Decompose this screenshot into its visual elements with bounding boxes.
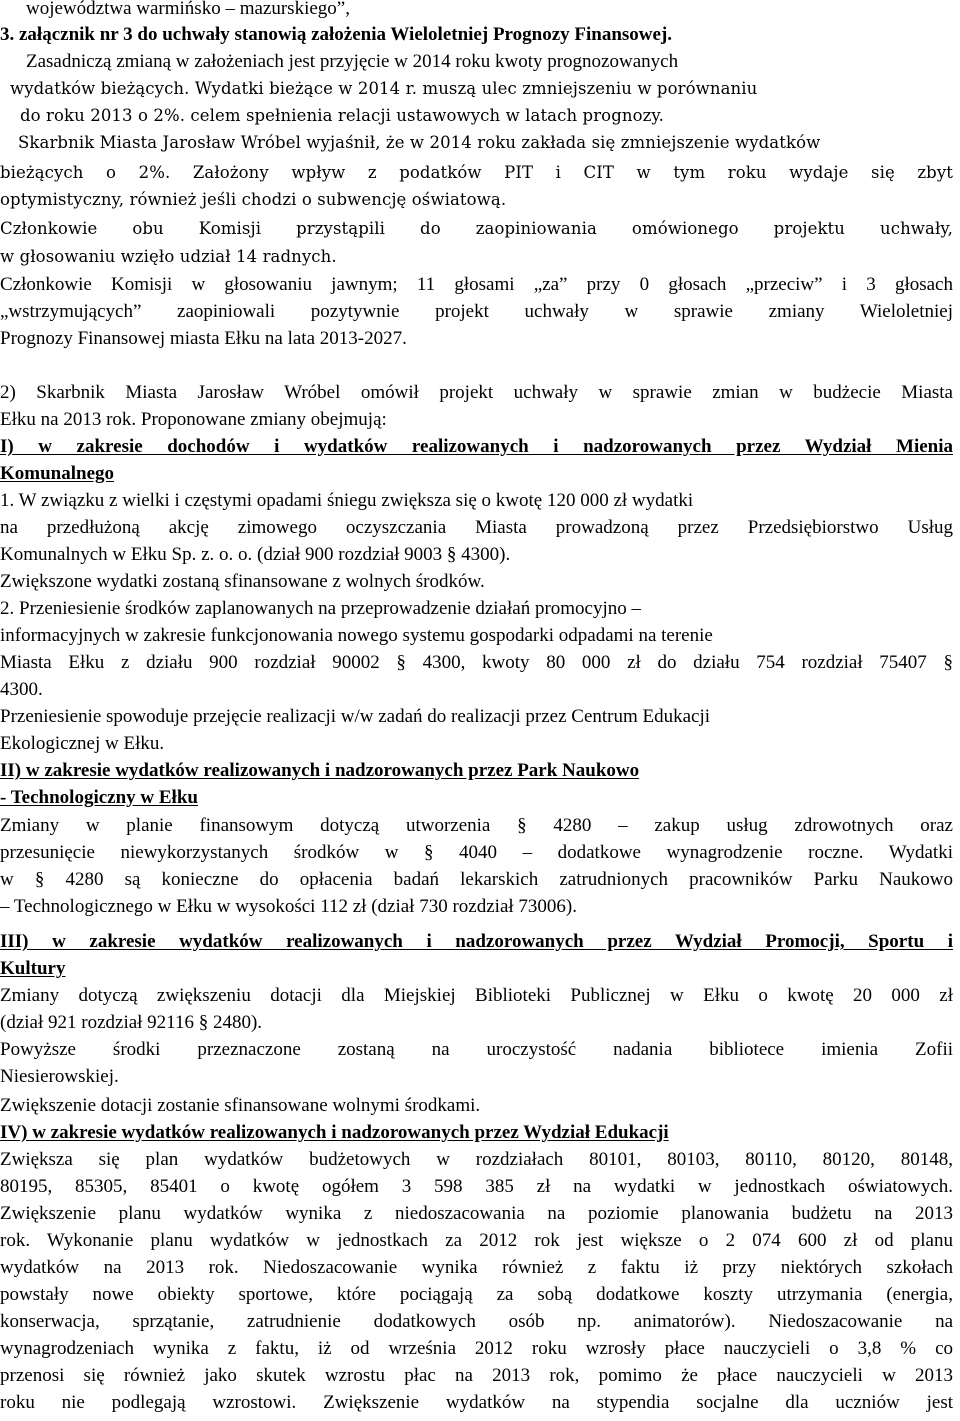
text-line: konserwacja, sprzątanie, zatrudnienie dodatkowych osób np. animatorów). Niedoszacowanie na	[0, 1311, 953, 1332]
text-line: 80195, 85305, 85401 o kwotę ogółem 3 598 385 zł na wydatki w jednostkach oświatowych.	[0, 1176, 953, 1197]
text-line: informacyjnych w zakresie funkcjonowania nowego systemu gospodarki odpadami na terenie	[0, 625, 713, 646]
text-line: Członkowie Komisji w głosowaniu jawnym; 11 głosami „za” przy 0 głosach „przeciw” i 3 głosach	[0, 274, 953, 295]
text-line: Członkowie obu Komisji przystąpili do zaopiniowania omówionego projektu uchwały,	[0, 219, 953, 238]
text-line: 2) Skarbnik Miasta Jarosław Wróbel omówił projekt uchwały w sprawie zmian w budżecie Miasta	[0, 382, 953, 403]
text-line: Zwiększone wydatki zostaną sfinansowane z wolnych środków.	[0, 571, 485, 592]
text-line: Zwiększenie planu wydatków wynika z niedoszacowania na poziomie planowania budżetu na 2013	[0, 1203, 953, 1224]
section-heading: Kultury	[0, 958, 66, 979]
text-line: (dział 921 rozdział 92116 § 2480).	[0, 1012, 263, 1033]
section-heading: I) w zakresie dochodów i wydatków realizowanych i nadzorowanych przez Wydział Mienia	[0, 436, 953, 457]
text-line: przesunięcie niewykorzystanych środków w § 4040 – dodatkowe wynagrodzenie roczne. Wydatki	[0, 842, 953, 863]
text-line: Zwiększa się plan wydatków budżetowych w rozdziałach 80101, 80103, 80110, 80120, 80148,	[0, 1149, 953, 1170]
section-heading: Komunalnego	[0, 463, 115, 484]
text-line: Miasta Ełku z działu 900 rozdział 90002 § 4300, kwoty 80 000 zł do działu 754 rozdział 75407 §	[0, 652, 953, 673]
text-line: Skarbnik Miasta Jarosław Wróbel wyjaśnił, że w 2014 roku zakłada się zmniejszenie wydatków	[18, 133, 821, 152]
text-line: 1. W związku z wielki i częstymi opadami śniegu zwiększa się o kwotę 120 000 zł wydatki	[0, 490, 694, 511]
text-line: „wstrzymujących” zaopiniowali pozytywnie projekt uchwały w sprawie zmiany Wieloletniej	[0, 301, 953, 322]
text-line: w § 4280 są konieczne do opłacenia badań lekarskich zatrudnionych pracowników Parku Naukowo	[0, 869, 953, 890]
text-line: do roku 2013 o 2%. celem spełnienia relacji ustawowych w latach prognozy.	[20, 106, 665, 125]
text-line: Ełku na 2013 rok. Proponowane zmiany obejmują:	[0, 409, 387, 430]
text-line: w głosowaniu wzięło udział 14 radnych.	[0, 247, 337, 266]
text-line: Prognozy Finansowej miasta Ełku na lata 2013-2027.	[0, 328, 407, 349]
text-line: Komunalnych w Ełku Sp. z. o. o. (dział 900 rozdział 9003 § 4300).	[0, 544, 511, 565]
text-line: wydatków na 2013 rok. Niedoszacowanie wynika również z faktu iż przy niektórych szkołach	[0, 1257, 953, 1278]
text-line: Zmiany dotyczą zwiększeniu dotacji dla Miejskiej Biblioteki Publicznej w Ełku o kwotę 20 000 zł	[0, 985, 953, 1006]
section-heading: II) w zakresie wydatków realizowanych i nadzorowanych przez Park Naukowo	[0, 760, 640, 781]
text-line: Powyższe środki przeznaczone zostaną na uroczystość nadania bibliotece imienia Zofii	[0, 1039, 953, 1060]
text-line: Przeniesienie spowoduje przejęcie realizacji w/w zadań do realizacji przez Centrum Edukacji	[0, 706, 711, 727]
text-line: bieżących o 2%. Założony wpływ z podatków PIT i CIT w tym roku wydaje się zbyt	[0, 163, 953, 182]
text-line: roku nie podlegają wzrostowi. Zwiększenie wydatków na stypendia socjalne dla uczniów jest	[0, 1392, 953, 1413]
section-heading: IV) w zakresie wydatków realizowanych i nadzorowanych przez Wydział Edukacji	[0, 1122, 669, 1143]
text-line: Zasadniczą zmianą w założeniach jest przyjęcie w 2014 roku kwoty prognozowanych	[26, 51, 679, 72]
section-heading: - Technologiczny w Ełku	[0, 787, 198, 808]
text-line: 4300.	[0, 679, 43, 700]
text-line: na przedłużoną akcję zimowego oczyszczania Miasta prowadzoną przez Przedsiębiorstwo Usług	[0, 517, 953, 538]
text-line: wynagrodzeniach wynika z faktu, iż od września 2012 roku wzrosły płace nauczycieli o 3,8 % co	[0, 1338, 953, 1359]
text-line: województwa warmińsko – mazurskiego”,	[26, 0, 350, 19]
text-line: wydatków bieżących. Wydatki bieżące w 2014 r. muszą ulec zmniejszeniu w porównaniu	[10, 79, 758, 98]
text-line: Zmiany w planie finansowym dotyczą utworzenia § 4280 – zakup usług zdrowotnych oraz	[0, 815, 953, 836]
text-line: Niesierowskiej.	[0, 1066, 119, 1087]
section-heading: III) w zakresie wydatków realizowanych i nadzorowanych przez Wydział Promocji, Sportu i	[0, 931, 953, 952]
text-line: powstały nowe obiekty sportowe, które pociągają za sobą dodatkowe koszty utrzymania (energia,	[0, 1284, 953, 1305]
text-line: 2. Przeniesienie środków zaplanowanych na przeprowadzenie działań promocyjno –	[0, 598, 642, 619]
text-line: przenosi się również jako skutek wzrostu płac na 2013 rok, pomimo że płace nauczycieli w 2013	[0, 1365, 953, 1386]
text-line: Zwiększenie dotacji zostanie sfinansowane wolnymi środkami.	[0, 1095, 481, 1116]
text-line: optymistyczny, również jeśli chodzi o subwencję oświatową.	[0, 190, 507, 209]
text-line: – Technologicznego w Ełku w wysokości 112 zł (dział 730 rozdział 73006).	[0, 896, 577, 917]
text-line: Ekologicznej w Ełku.	[0, 733, 165, 754]
text-line: 3. załącznik nr 3 do uchwały stanowią założenia Wieloletniej Prognozy Finansowej.	[0, 24, 673, 45]
text-line: rok. Wykonanie planu wydatków w jednostkach za 2012 rok jest większe o 2 074 600 zł od planu	[0, 1230, 953, 1251]
